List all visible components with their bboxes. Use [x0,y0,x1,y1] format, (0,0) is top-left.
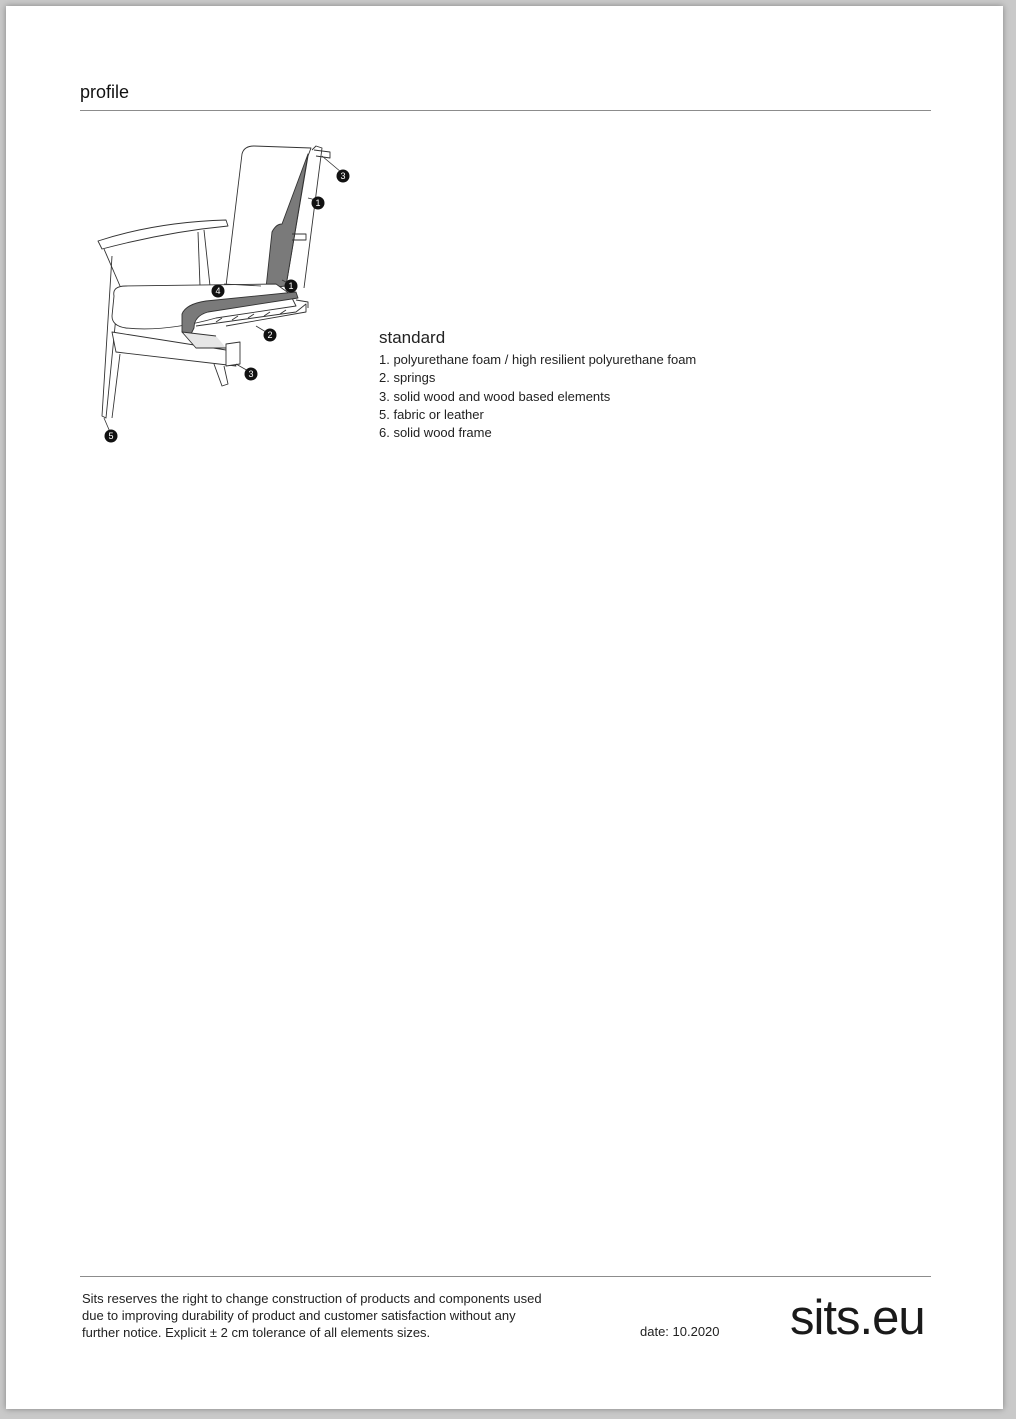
callout-marker [337,170,350,183]
legend-item: 1. polyurethane foam / high resilient polyurethane foam [379,352,697,367]
chair-profile-diagram [86,136,356,456]
materials-legend [379,328,696,442]
svg-text:4: 4 [215,286,221,297]
disclaimer-line: further notice. Explicit ± 2 cm tolerance of all elements sizes. [82,1325,431,1340]
callout-marker [312,197,325,210]
footer-divider [80,1276,931,1277]
callout-marker [105,430,118,443]
page-title: profile [80,82,130,102]
legend-item: 6. solid wood frame [379,425,492,441]
svg-text:5: 5 [108,431,114,442]
callout-marker [285,280,298,293]
svg-text:2: 2 [267,330,273,341]
brand-logo: sits.eu [790,1291,925,1345]
disclaimer-line: due to improving durability of product and customer satisfaction without any [82,1308,516,1323]
legend-item: 3. solid wood and wood based elements [379,388,611,404]
svg-text:1: 1 [315,198,321,209]
callout-marker [212,285,225,298]
document-page [6,6,1003,1409]
legend-item: 2. springs [379,370,436,386]
svg-text:3: 3 [340,171,346,182]
legend-heading: standard [379,328,446,347]
callout-marker [264,329,277,342]
disclaimer-note [82,1290,602,1341]
callout-marker [245,368,258,381]
header-divider [80,110,931,111]
legend-list [379,351,696,442]
document-date: date: 10.2020 [640,1324,720,1339]
svg-text:1: 1 [288,281,294,292]
svg-text:3: 3 [248,369,254,380]
legend-item: 5. fabric or leather [379,406,484,422]
disclaimer-line: Sits reserves the right to change construction of products and components used [82,1291,542,1306]
